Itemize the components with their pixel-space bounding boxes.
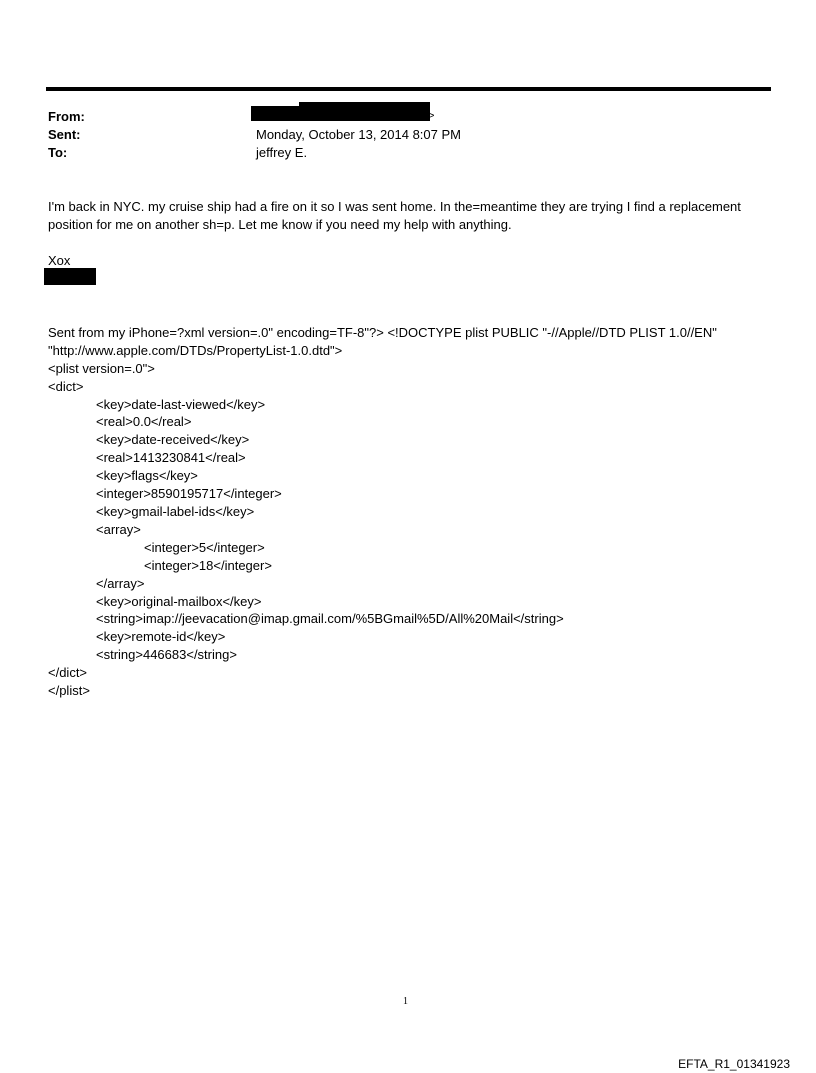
redaction-box (251, 106, 301, 121)
plist-line: <key>flags</key> (96, 468, 198, 484)
message-line: position for me on another sh=p. Let me know if you need my help with anything. (48, 217, 512, 232)
plist-block (48, 306, 788, 700)
redaction-box (44, 268, 96, 285)
plist-line: </array> (96, 575, 145, 591)
plist-line: "http://www.apple.com/DTDs/PropertyList-1.0.dtd"> (48, 342, 343, 358)
from-suffix: > (428, 110, 435, 122)
to-label: To: (48, 145, 68, 160)
header-rule (46, 87, 771, 91)
plist-line: <string>446683</string> (96, 647, 237, 663)
page-number: 1 (403, 996, 408, 1007)
plist-line: <key>date-last-viewed</key> (96, 396, 266, 412)
plist-line: </dict> (48, 665, 88, 681)
plist-line: <real>1413230841</real> (96, 450, 246, 466)
plist-line: <integer>18</integer> (144, 557, 272, 573)
plist-line: <key>original-mailbox</key> (96, 593, 262, 609)
plist-line: <array> (96, 521, 141, 537)
plist-line: <key>remote-id</key> (96, 629, 226, 645)
plist-line: <key>gmail-label-ids</key> (96, 503, 255, 519)
plist-line: </plist> (48, 683, 90, 699)
document-id: EFTA_R1_01341923 (678, 1057, 790, 1071)
signoff: Xox (48, 253, 71, 268)
plist-line: <key>date-received</key> (96, 432, 250, 448)
sent-label: Sent: (48, 127, 81, 142)
plist-line: <integer>8590195717</integer> (96, 486, 282, 502)
plist-line: <dict> (48, 378, 84, 394)
sent-value: Monday, October 13, 2014 8:07 PM (256, 127, 461, 142)
plist-line: <plist version=.0"> (48, 360, 155, 376)
redaction-box (299, 102, 430, 121)
message-line: I'm back in NYC. my cruise ship had a fire on it so I was sent home. In the=meantime they are trying I find a replacement (48, 199, 741, 214)
to-value: jeffrey E. (256, 145, 308, 160)
plist-line: Sent from my iPhone=?xml version=.0" encoding=TF-8"?> <!DOCTYPE plist PUBLIC "-//Apple//DTD PLIST 1.0//EN" (48, 324, 717, 340)
plist-line: <real>0.0</real> (96, 414, 192, 430)
plist-line: <string>imap://jeevacation@imap.gmail.com/%5BGmail%5D/All%20Mail</string> (96, 611, 564, 627)
plist-line: <integer>5</integer> (144, 539, 265, 555)
from-label: From: (48, 109, 85, 124)
